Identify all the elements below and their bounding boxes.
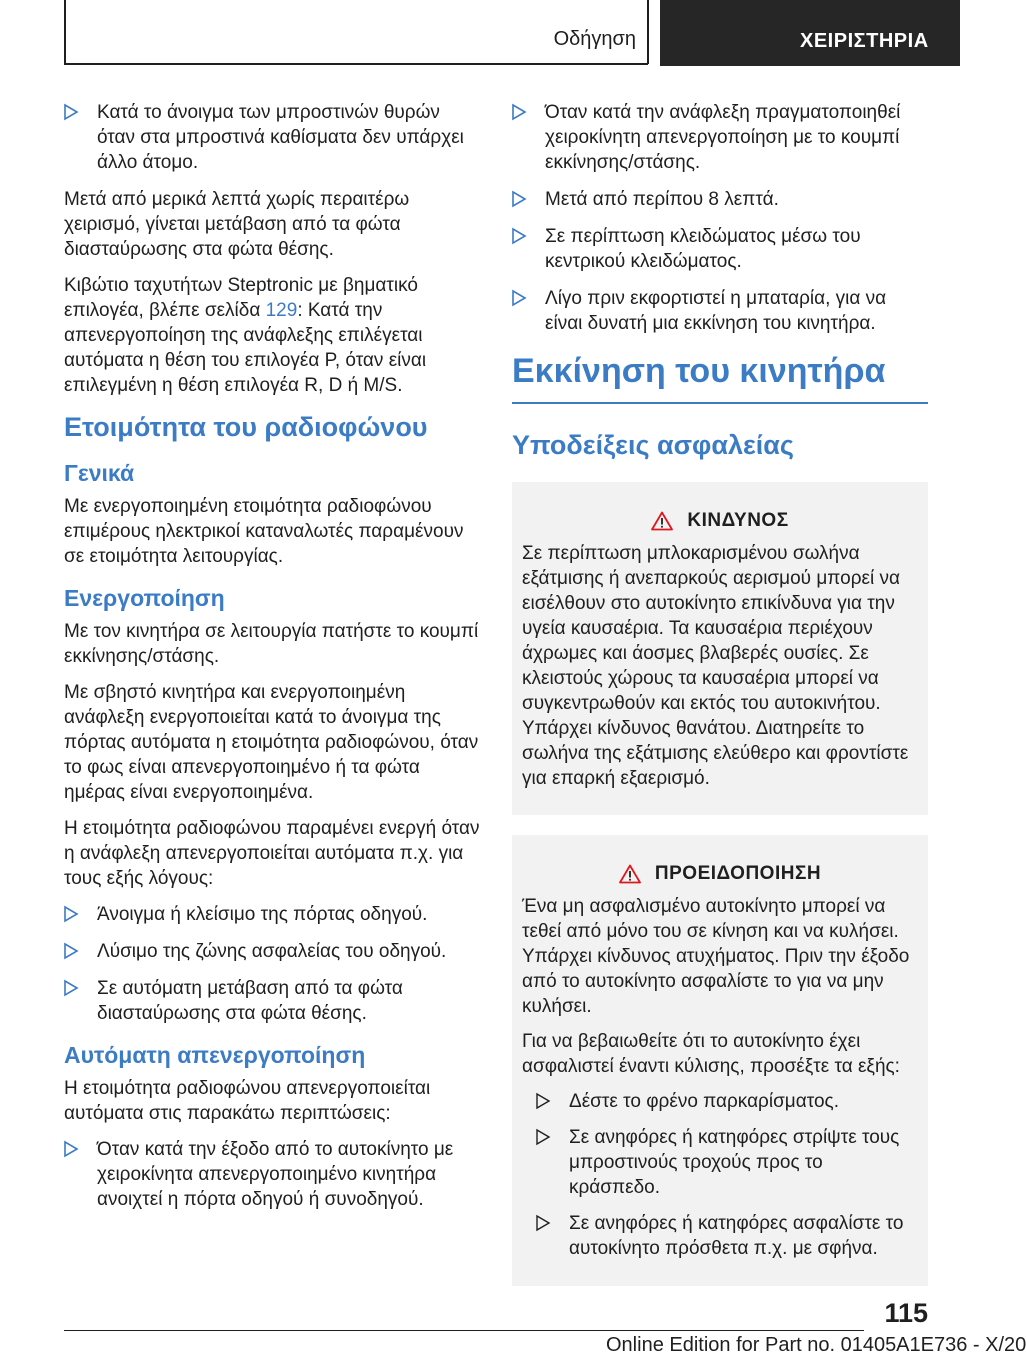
triangle-right-icon bbox=[512, 228, 528, 244]
bullet-list-auto-off bbox=[64, 1137, 480, 1212]
page-link-129[interactable]: 129 bbox=[265, 300, 298, 321]
triangle-right-icon bbox=[64, 943, 80, 959]
triangle-right-icon bbox=[512, 191, 528, 207]
list-item bbox=[512, 286, 928, 336]
paragraph-pause: Μετά από μερικά λεπτά χωρίς περαιτέρω χειρισμό, γίνεται μετάβαση από τα φώτα διασταύρωσης στα φώτα θέσης. bbox=[64, 189, 410, 260]
paragraph-activation-3: Η ετοιμότητα ραδιοφώνου παραμένει ενεργή όταν η ανάφλεξη απενεργοποιείται αυτόματα π.χ. για τους εξής λόγους: bbox=[64, 818, 480, 889]
paragraph-auto-off: Η ετοιμότητα ραδιοφώνου απενεργοποιείται αυτόματα στις παρακάτω περιπτώσεις: bbox=[64, 1078, 431, 1124]
bullet-list-doors bbox=[64, 100, 480, 175]
footer-edition: Online Edition for Part no. 01405A1E736 - X/20 bbox=[606, 1334, 1026, 1356]
list-item-text: Σε αυτόματη μετάβαση από τα φώτα διασταύρωσης στα φώτα θέσης. bbox=[97, 978, 403, 1024]
triangle-right-icon bbox=[536, 1215, 552, 1231]
triangle-right-icon bbox=[64, 980, 80, 996]
list-item bbox=[64, 939, 480, 964]
list-item-text: Λίγο πριν εκφορτιστεί η μπαταρία, για να είναι δυνατή μια εκκίνηση του κινητήρα. bbox=[545, 288, 887, 334]
list-item-text: Μετά από περίπου 8 λεπτά. bbox=[545, 189, 779, 210]
triangle-right-icon bbox=[536, 1093, 552, 1109]
page-number: 115 bbox=[884, 1298, 928, 1328]
triangle-right-icon bbox=[64, 104, 80, 120]
danger-box bbox=[512, 482, 928, 815]
triangle-right-icon bbox=[536, 1129, 552, 1145]
subheading-auto-off: Αυτόματη απενεργοποίηση bbox=[64, 1042, 366, 1068]
paragraph-general: Με ενεργοποιημένη ετοιμότητα ραδιοφώνου επιμέρους ηλεκτρικοί καταναλωτές παραμένουν σε ετοιμότητα λειτουργίας. bbox=[64, 496, 464, 567]
list-item-text: Άνοιγμα ή κλείσιμο της πόρτας οδηγού. bbox=[97, 904, 428, 925]
list-item bbox=[64, 100, 480, 175]
list-item-text: Όταν κατά την έξοδο από το αυτοκίνητο με χειροκίνητα απενεργοποιημένο κινητήρα ανοιχτεί η πόρτα οδηγού ή συνοδηγού. bbox=[97, 1139, 454, 1210]
list-item bbox=[64, 1137, 480, 1212]
list-item bbox=[512, 187, 928, 212]
warning-bullet-list bbox=[536, 1089, 918, 1261]
list-item-text: Δέστε το φρένο παρκαρίσματος. bbox=[569, 1091, 839, 1112]
paragraph-activation-2: Με σβηστό κινητήρα και ενεργοποιημένη ανάφλεξη ενεργοποιείται κατά το άνοιγμα της πόρτας αυτόματα η ετοιμότητα ραδιοφώνου, όταν το φως είναι απενεργοποιημένο ή τα φώτα ημέρας είναι ενεργοποιημένα. bbox=[64, 682, 479, 803]
header-rule-left bbox=[64, 0, 66, 64]
warning-triangle-icon bbox=[619, 864, 641, 884]
triangle-right-icon bbox=[512, 290, 528, 306]
paragraph-activation-1: Με τον κινητήρα σε λειτουργία πατήστε το κουμπί εκκίνησης/στάσης. bbox=[64, 621, 479, 667]
warning-text-2: Για να βεβαιωθείτε ότι το αυτοκίνητο έχει ασφαλιστεί έναντι κύλισης, προσέξτε τα εξής: bbox=[522, 1031, 900, 1077]
list-item bbox=[64, 976, 480, 1026]
header-rule-divider bbox=[647, 0, 649, 64]
list-item bbox=[512, 224, 928, 274]
subheading-general: Γενικά bbox=[64, 460, 135, 486]
header-chapter-label: ΧΕΙΡΙΣΤΗΡΙΑ bbox=[800, 30, 929, 52]
danger-title-label: ΚΙΝΔΥΝΟΣ bbox=[687, 510, 789, 531]
steptronic-text-after: : Κατά την απενεργοποίηση της ανάφλεξης επιλέγεται αυτόματα η θέση του επιλογέα P, όταν είναι επιλεγμένη η θέση επιλογέα R, D ή M/S. bbox=[64, 300, 427, 396]
danger-text: Σε περίπτωση μπλοκαρισμένου σωλήνα εξάτμισης ή ανεπαρκούς αερισμού μπορεί να εισέλθουν στο αυτοκίνητο επικίνδυνα για την υγεία καυσαέρια. Τα καυσαέρια περιέχουν άχρωμες και άοσμες βλαβερές ουσίες. Σε κλειστούς χώρους τα καυσαέρια μπορεί να συγκεντρωθούν και εκτός του αυτοκινήτου. Υπάρχει κίνδυνος θανάτου. Διατηρείτε το σωλήνα της εξάτμισης ελεύθερο και φροντίστε για επαρκή εξαερισμό. bbox=[522, 543, 909, 789]
steptronic-text-before: Κιβώτιο ταχυτήτων Steptronic με βηματικό επιλογέα, βλέπε σελίδα bbox=[64, 275, 418, 321]
header-chapter-tab[interactable] bbox=[660, 0, 960, 66]
list-item bbox=[512, 100, 928, 175]
list-item-text: Λύσιμο της ζώνης ασφαλείας του οδηγού. bbox=[97, 941, 447, 962]
warning-text-1: Ένα μη ασφαλισμένο αυτοκίνητο μπορεί να τεθεί από μόνο του σε κίνηση και να κυλήσει. Υπάρχει κίνδυνος ατυχήματος. Πριν την έξοδο από το αυτοκίνητο ασφαλίστε το για να μην κυλήσει. bbox=[522, 896, 910, 1017]
list-item-text: Σε ανηφόρες ή κατηφόρες ασφαλίστε το αυτοκίνητο πρόσθετα π.χ. με σφήνα. bbox=[569, 1213, 904, 1259]
danger-title bbox=[522, 508, 918, 533]
warning-title bbox=[522, 861, 918, 886]
warning-box bbox=[512, 835, 928, 1286]
list-item bbox=[536, 1089, 918, 1114]
warning-triangle-icon bbox=[651, 511, 673, 531]
header-section-title: Οδήγηση bbox=[553, 28, 636, 50]
heading-safety-notes: Υποδείξεις ασφαλείας bbox=[512, 430, 794, 460]
heading-radio-readiness: Ετοιμότητα του ραδιοφώνου bbox=[64, 412, 428, 442]
list-item-text: Σε ανηφόρες ή κατηφόρες στρίψτε τους μπροστινούς τροχούς προς το κράσπεδο. bbox=[569, 1127, 900, 1198]
triangle-right-icon bbox=[64, 1141, 80, 1157]
bullet-list-reasons bbox=[64, 902, 480, 1026]
bullet-list-auto-off-continued bbox=[512, 100, 928, 336]
left-column bbox=[64, 100, 480, 1224]
list-item-text: Όταν κατά την ανάφλεξη πραγματοποιηθεί χειροκίνητη απενεργοποίηση με το κουμπί εκκίνησης/στάσης. bbox=[545, 102, 901, 173]
triangle-right-icon bbox=[512, 104, 528, 120]
list-item bbox=[536, 1125, 918, 1200]
list-item-text: Σε περίπτωση κλειδώματος μέσω του κεντρικού κλειδώματος. bbox=[545, 226, 861, 272]
right-column bbox=[512, 100, 928, 1296]
list-item bbox=[536, 1211, 918, 1261]
header-rule-bottom bbox=[64, 63, 648, 65]
warning-title-label: ΠΡΟΕΙΔΟΠΟΙΗΣΗ bbox=[654, 863, 822, 884]
paragraph-steptronic bbox=[64, 273, 480, 398]
heading-engine-start: Εκκίνηση του κινητήρα bbox=[512, 350, 928, 404]
list-item bbox=[64, 902, 480, 927]
triangle-right-icon bbox=[64, 906, 80, 922]
subheading-activation: Ενεργοποίηση bbox=[64, 585, 225, 611]
list-item-text: Κατά το άνοιγμα των μπροστινών θυρών όταν στα μπροστινά καθίσματα δεν υπάρχει άλλο άτομο. bbox=[97, 102, 464, 173]
box-gap bbox=[512, 825, 928, 835]
footer-rule bbox=[64, 1330, 864, 1331]
